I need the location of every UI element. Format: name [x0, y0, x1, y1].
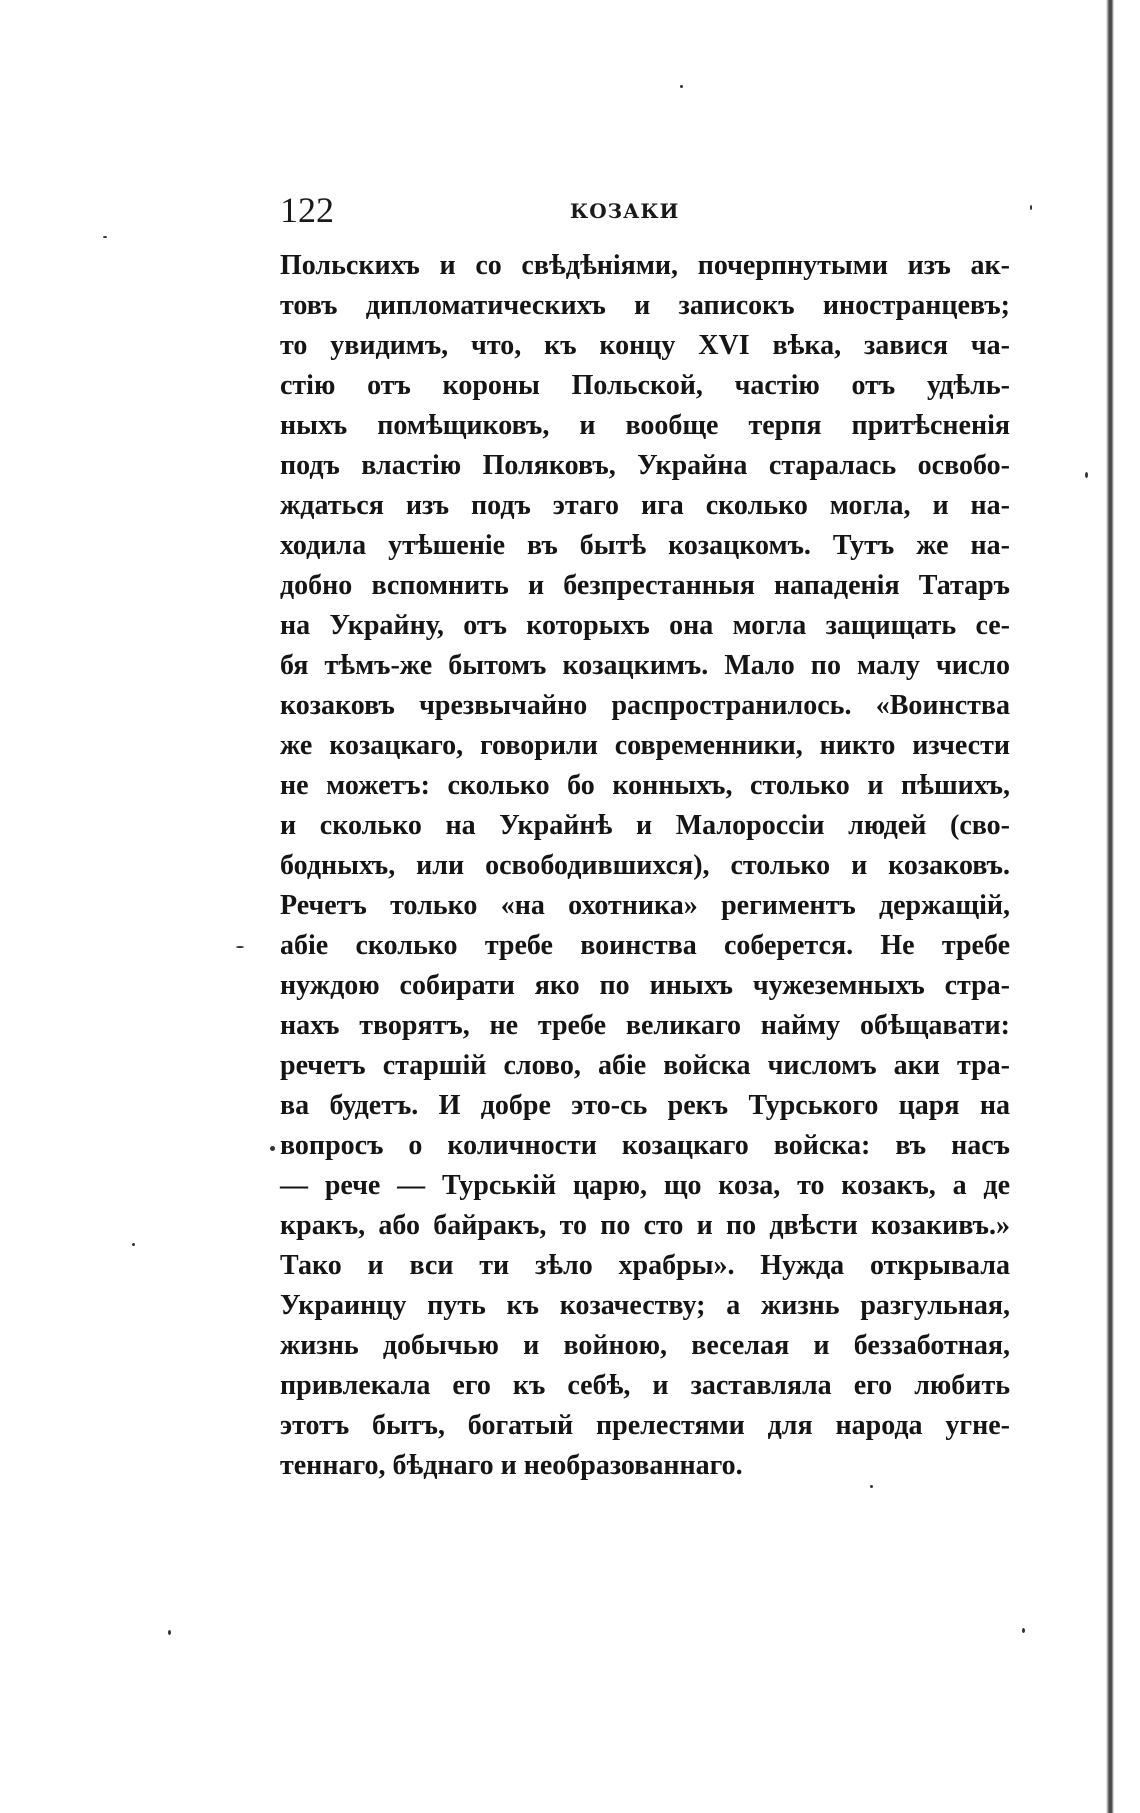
text-line: Речетъ только «на охотника» региментъ держащій, [280, 890, 1010, 921]
text-line: — рече — Турськiй царю, що коза, то козакъ, а де [280, 1170, 1010, 1201]
text-line: жизнь добычью и войною, веселая и беззаботная, [280, 1330, 1010, 1361]
scan-speck [680, 85, 683, 88]
scan-speck [270, 1146, 275, 1151]
page-number: 122 [280, 190, 334, 230]
scan-edge-shadow [1106, 0, 1114, 1813]
text-line: не можетъ: сколько бо конныхъ, столько и пѣшихъ, [280, 770, 1010, 801]
text-line: то увидимъ, что, къ концу XVI вѣка, завися ча- [280, 330, 1010, 361]
text-line: бодныхъ, или освободившихся), столько и козаковъ. [280, 850, 1010, 881]
scan-speck [132, 1243, 135, 1246]
text-line: вопросъ о количности козацкаго войска: въ насъ [280, 1130, 1010, 1161]
text-line: бя тѣмъ-же бытомъ козацкимъ. Мало по малу число [280, 650, 1010, 681]
scan-speck [103, 236, 107, 238]
text-line: абіе сколько требе воинства соберется. Не требе [280, 930, 1010, 961]
text-line: этотъ бытъ, богатый прелестями для народа угне- [280, 1410, 1010, 1441]
text-line: кракъ, або байракъ, то по сто и по двѣсти козакивъ.» [280, 1210, 1010, 1241]
text-line: ныхъ помѣщиковъ, и вообще терпя притѣсненія [280, 410, 1010, 441]
text-line: нахъ творятъ, не требе великаго найму обѣщавати: [280, 1010, 1010, 1041]
running-title: КОЗАКИ [570, 199, 680, 223]
text-line: подъ властію Поляковъ, Украйна старалась освобо- [280, 450, 1010, 481]
text-line: ва будетъ. И добре это-сь рекъ Турського царя на [280, 1090, 1010, 1121]
text-line: Тако и вси ти зѣло храбры». Нужда открывала [280, 1250, 1010, 1281]
text-line-last: теннаго, бѣднаго и необразованнаго. [280, 1450, 743, 1481]
text-line: нуждою собирати яко по иныхъ чужеземныхъ стра- [280, 970, 1010, 1001]
scan-speck [1085, 472, 1088, 478]
scan-speck [870, 1485, 873, 1488]
text-line: добно вспомнить и безпрестанныя нападенія Татаръ [280, 570, 1010, 601]
text-line: ходила утѣшеніе въ бытѣ козацкомъ. Тутъ же на- [280, 530, 1010, 561]
text-line: Польскихъ и со свѣдѣніями, почерпнутыми изъ ак- [280, 250, 1010, 281]
scan-speck [168, 1630, 171, 1635]
scan-speck [1022, 1628, 1025, 1633]
text-line: Украинцу путь къ козачеству; а жизнь разгульная, [280, 1290, 1010, 1321]
text-line: же козацкаго, говорили современники, никто изчести [280, 730, 1010, 761]
body-text [280, 246, 1010, 1486]
text-line: и сколько на Украйнѣ и Малороссіи людей (сво- [280, 810, 1010, 841]
running-head [280, 190, 1010, 230]
text-line: товъ дипломатическихъ и записокъ иностранцевъ; [280, 290, 1010, 321]
text-line: ждаться изъ подъ этаго ига сколько могла, и на- [280, 490, 1010, 521]
scan-speck [1030, 205, 1032, 210]
scan-speck [236, 946, 244, 948]
text-line: козаковъ чрезвычайно распространилось. «Воинства [280, 690, 1010, 721]
text-line: стію отъ короны Польской, частію отъ удѣль- [280, 370, 1010, 401]
text-line: речетъ старшій слово, абіе войска числомъ аки тра- [280, 1050, 1010, 1081]
text-line: на Украйну, отъ которыхъ она могла защищать се- [280, 610, 1010, 641]
text-line: привлекала его къ себѣ, и заставляла его любить [280, 1370, 1010, 1401]
